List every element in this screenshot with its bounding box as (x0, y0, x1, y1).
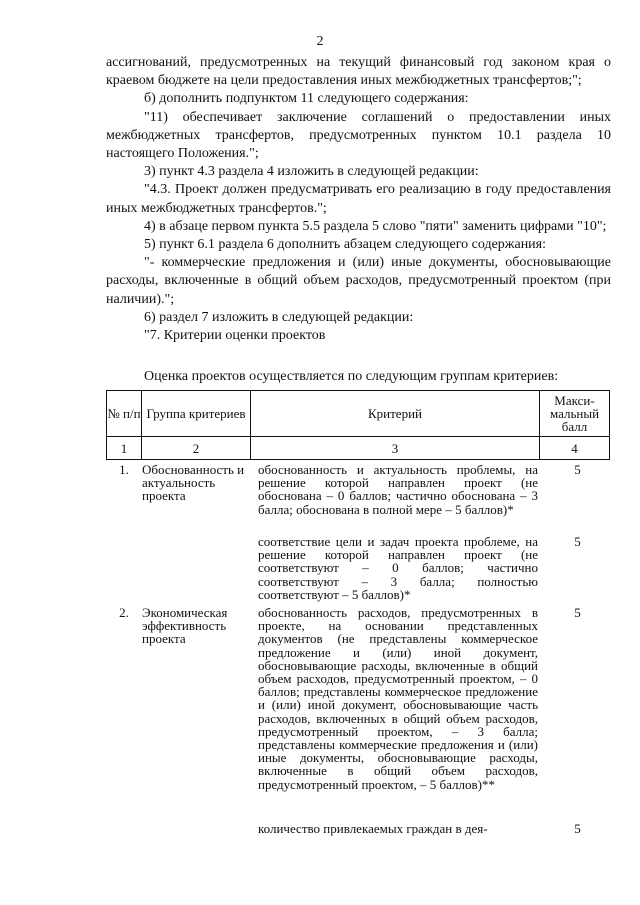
paragraph-6: 4) в абзаце первом пункта 5.5 раздела 5 слово "пяти" заменить цифрами "10"; (144, 218, 607, 234)
criterion-text: обоснованность и актуальность проблемы, на решение которой направлен проект (не обоснована – 0 баллов; частично обоснована – 3 балла; обоснована в полной мере – 5 баллов)* (258, 462, 538, 517)
header-group: Группа критериев (146, 406, 246, 421)
col-number-3: 3 (391, 440, 399, 456)
section-heading: "7. Критерии оценки проектов (144, 328, 326, 344)
paragraph-9: 6) раздел 7 изложить в следующей редакции: (144, 309, 414, 325)
criterion-score: 5 (574, 462, 581, 477)
page-number: 2 (316, 34, 324, 49)
evaluation-intro: Оценка проектов осуществляется по следующим группам критериев: (144, 369, 559, 384)
col-number-2: 2 (192, 440, 200, 456)
header-criterion: Критерий (368, 406, 422, 421)
criterion-text: количество привлекаемых граждан в дея- (258, 821, 488, 836)
criteria-table-header (106, 390, 610, 460)
col-number-4: 4 (571, 440, 578, 456)
paragraph-3: "11) обеспечивает заключение соглашений о предоставлении иных межбюджетных трансфертов, предусмотренных пунктом 10.1 раздела 10 настоящего Положения."; (106, 109, 611, 162)
criterion-text: соответствие цели и задач проекта проблеме, на решение которой направлен проект (не соответствуют – 0 баллов; частично соответствуют – 3 балла; полностью соответствуют – 5 баллов)* (258, 534, 538, 602)
paragraph-5: "4.3. Проект должен предусматривать его реализацию в году предоставления иных межбюджетных трансфертов."; (106, 182, 611, 216)
criterion-score: 5 (574, 821, 581, 836)
paragraph-4: 3) пункт 4.3 раздела 4 изложить в следующей редакции: (144, 164, 479, 180)
paragraph-7: 5) пункт 6.1 раздела 6 дополнить абзацем следующего содержания: (144, 237, 547, 253)
table-row-number: 2. (119, 605, 129, 620)
paragraph-2: б) дополнить подпунктом 11 следующего содержания: (144, 91, 469, 107)
table-row-number: 1. (119, 462, 129, 477)
table-border-bottom (106, 459, 610, 460)
criterion-text: обоснованность расходов, предусмотренных в проекте, на основании представленных документов (не представлены коммерческое предложение и (или) иной документ, обосновывающие расходы, включенные в общий объем расходов, предусмотренный проектом, – 0 баллов; представлены коммерческое предложение и (или) иной документ, обосновывающие часть расходов, включенных в общий объем расходов, предусмотренный проектом, – 3 балла; представлены коммерческие предложения и (или) иные документы, обосновывающие расходы, включенные в общий объем расходов, предусмотренный проектом, – 5 баллов)** (258, 605, 538, 792)
criterion-score: 5 (574, 534, 581, 549)
table-row-group: Обоснованность и актуальность проекта (142, 462, 245, 504)
criterion-score: 5 (574, 605, 581, 620)
header-num: № п/п (107, 406, 141, 421)
paragraph-8: "- коммерческие предложения и (или) иные документы, обосновывающие расходы, включенные в общий объем расходов, предусмотренный проектом (при наличии)."; (106, 255, 611, 307)
table-border-right (609, 390, 610, 460)
paragraph-1: ассигнований, предусмотренных на текущий финансовый год законом края о краевом бюджете на цели предоставления иных межбюджетных трансфертов;"; (106, 55, 611, 89)
col-number-1: 1 (120, 440, 128, 456)
header-max-score: Макси-мальный балл (549, 393, 600, 434)
document-body (106, 54, 611, 345)
table-row-group: Экономическая эффективность проекта (142, 605, 228, 647)
